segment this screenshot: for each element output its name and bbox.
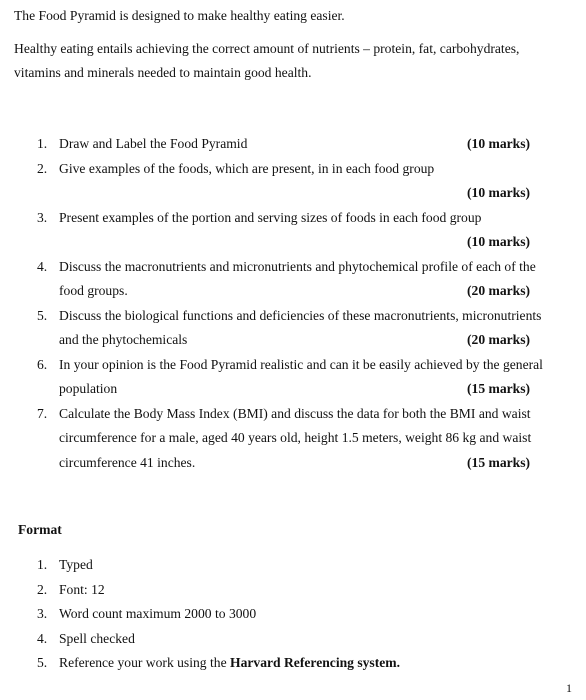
question-text-line [59,230,531,255]
format-item [37,602,400,627]
question-number: 3. [37,209,48,225]
question-text-line [59,304,542,329]
format-bold-text: Harvard Referencing system. [230,655,401,670]
page-number: 1 [566,681,572,695]
question-text-line [59,353,543,378]
format-item [37,578,400,603]
question-text-line [59,328,531,353]
question-number: 4. [37,258,48,274]
question-text: Discuss the macronutrients and micronutrients and phytochemical profile of each of the [59,258,536,274]
question-marks: (15 marks) [467,381,531,396]
question-item [37,304,542,353]
format-item [37,627,400,652]
question-marks: (20 marks) [467,283,531,298]
question-number: 7. [37,405,48,421]
question-text-line [59,206,516,231]
question-text-line [59,377,531,402]
question-text: and the phytochemicals [59,332,188,347]
question-list [37,132,543,475]
question-number: 5. [37,307,48,323]
question-text: Draw and Label the Food Pyramid [59,136,248,151]
question-text-line [59,402,531,427]
format-item [37,553,400,578]
format-text: Reference your work using the [59,655,230,670]
question-item [37,353,543,402]
question-marks: (10 marks) [467,136,531,151]
question-item [37,132,531,157]
question-text-line [59,426,532,451]
question-text: circumference for a male, aged 40 years old, height 1.5 meters, weight 86 kg and waist [59,430,532,445]
question-text-line [59,132,531,157]
question-item [37,157,531,206]
question-item [37,206,531,255]
format-text: Spell checked [59,630,135,646]
format-text: Word count maximum 2000 to 3000 [59,606,257,621]
format-item [37,651,400,676]
format-number: 2. [37,581,48,597]
format-list [37,553,400,676]
question-marks: (10 marks) [467,185,531,200]
question-text: Present examples of the portion and serving sizes of foods in each food group [59,209,482,225]
question-text: circumference 41 inches. [59,454,196,470]
question-text: population [59,381,118,396]
question-text: In your opinion is the Food Pyramid realistic and can it be easily achieved by the general [59,356,543,372]
format-number: 3. [37,606,48,621]
format-number: 5. [37,655,48,670]
format-heading: Format [18,522,62,537]
question-marks: (15 marks) [467,454,531,470]
intro-line-1: The Food Pyramid is designed to make healthy eating easier. [14,8,345,23]
question-marks: (10 marks) [467,234,531,249]
format-number: 1. [37,557,48,572]
format-text: Font: 12 [59,581,105,597]
question-number: 2. [37,160,48,176]
question-number: 1. [37,136,48,151]
intro-line-2a: Healthy eating entails achieving the correct amount of nutrients – protein, fat, carbohydrates, [14,41,520,56]
question-text-line [59,279,531,304]
question-text: Calculate the Body Mass Index (BMI) and discuss the data for both the BMI and waist [59,405,531,421]
question-number: 6. [37,356,48,372]
question-text-line [59,255,536,280]
format-number: 4. [37,630,48,646]
format-text: Typed [59,557,93,572]
question-text-line [59,181,531,206]
question-text: Give examples of the foods, which are present, in in each food group [59,160,435,176]
question-marks: (20 marks) [467,332,531,347]
question-text-line [59,157,516,182]
question-text: Discuss the biological functions and deficiencies of these macronutrients, micronutrients [59,307,542,323]
question-item [37,402,532,476]
intro-line-2b: vitamins and minerals needed to maintain good health. [14,65,312,80]
question-text-line [59,451,531,476]
question-item [37,255,536,304]
question-text: food groups. [59,283,128,298]
